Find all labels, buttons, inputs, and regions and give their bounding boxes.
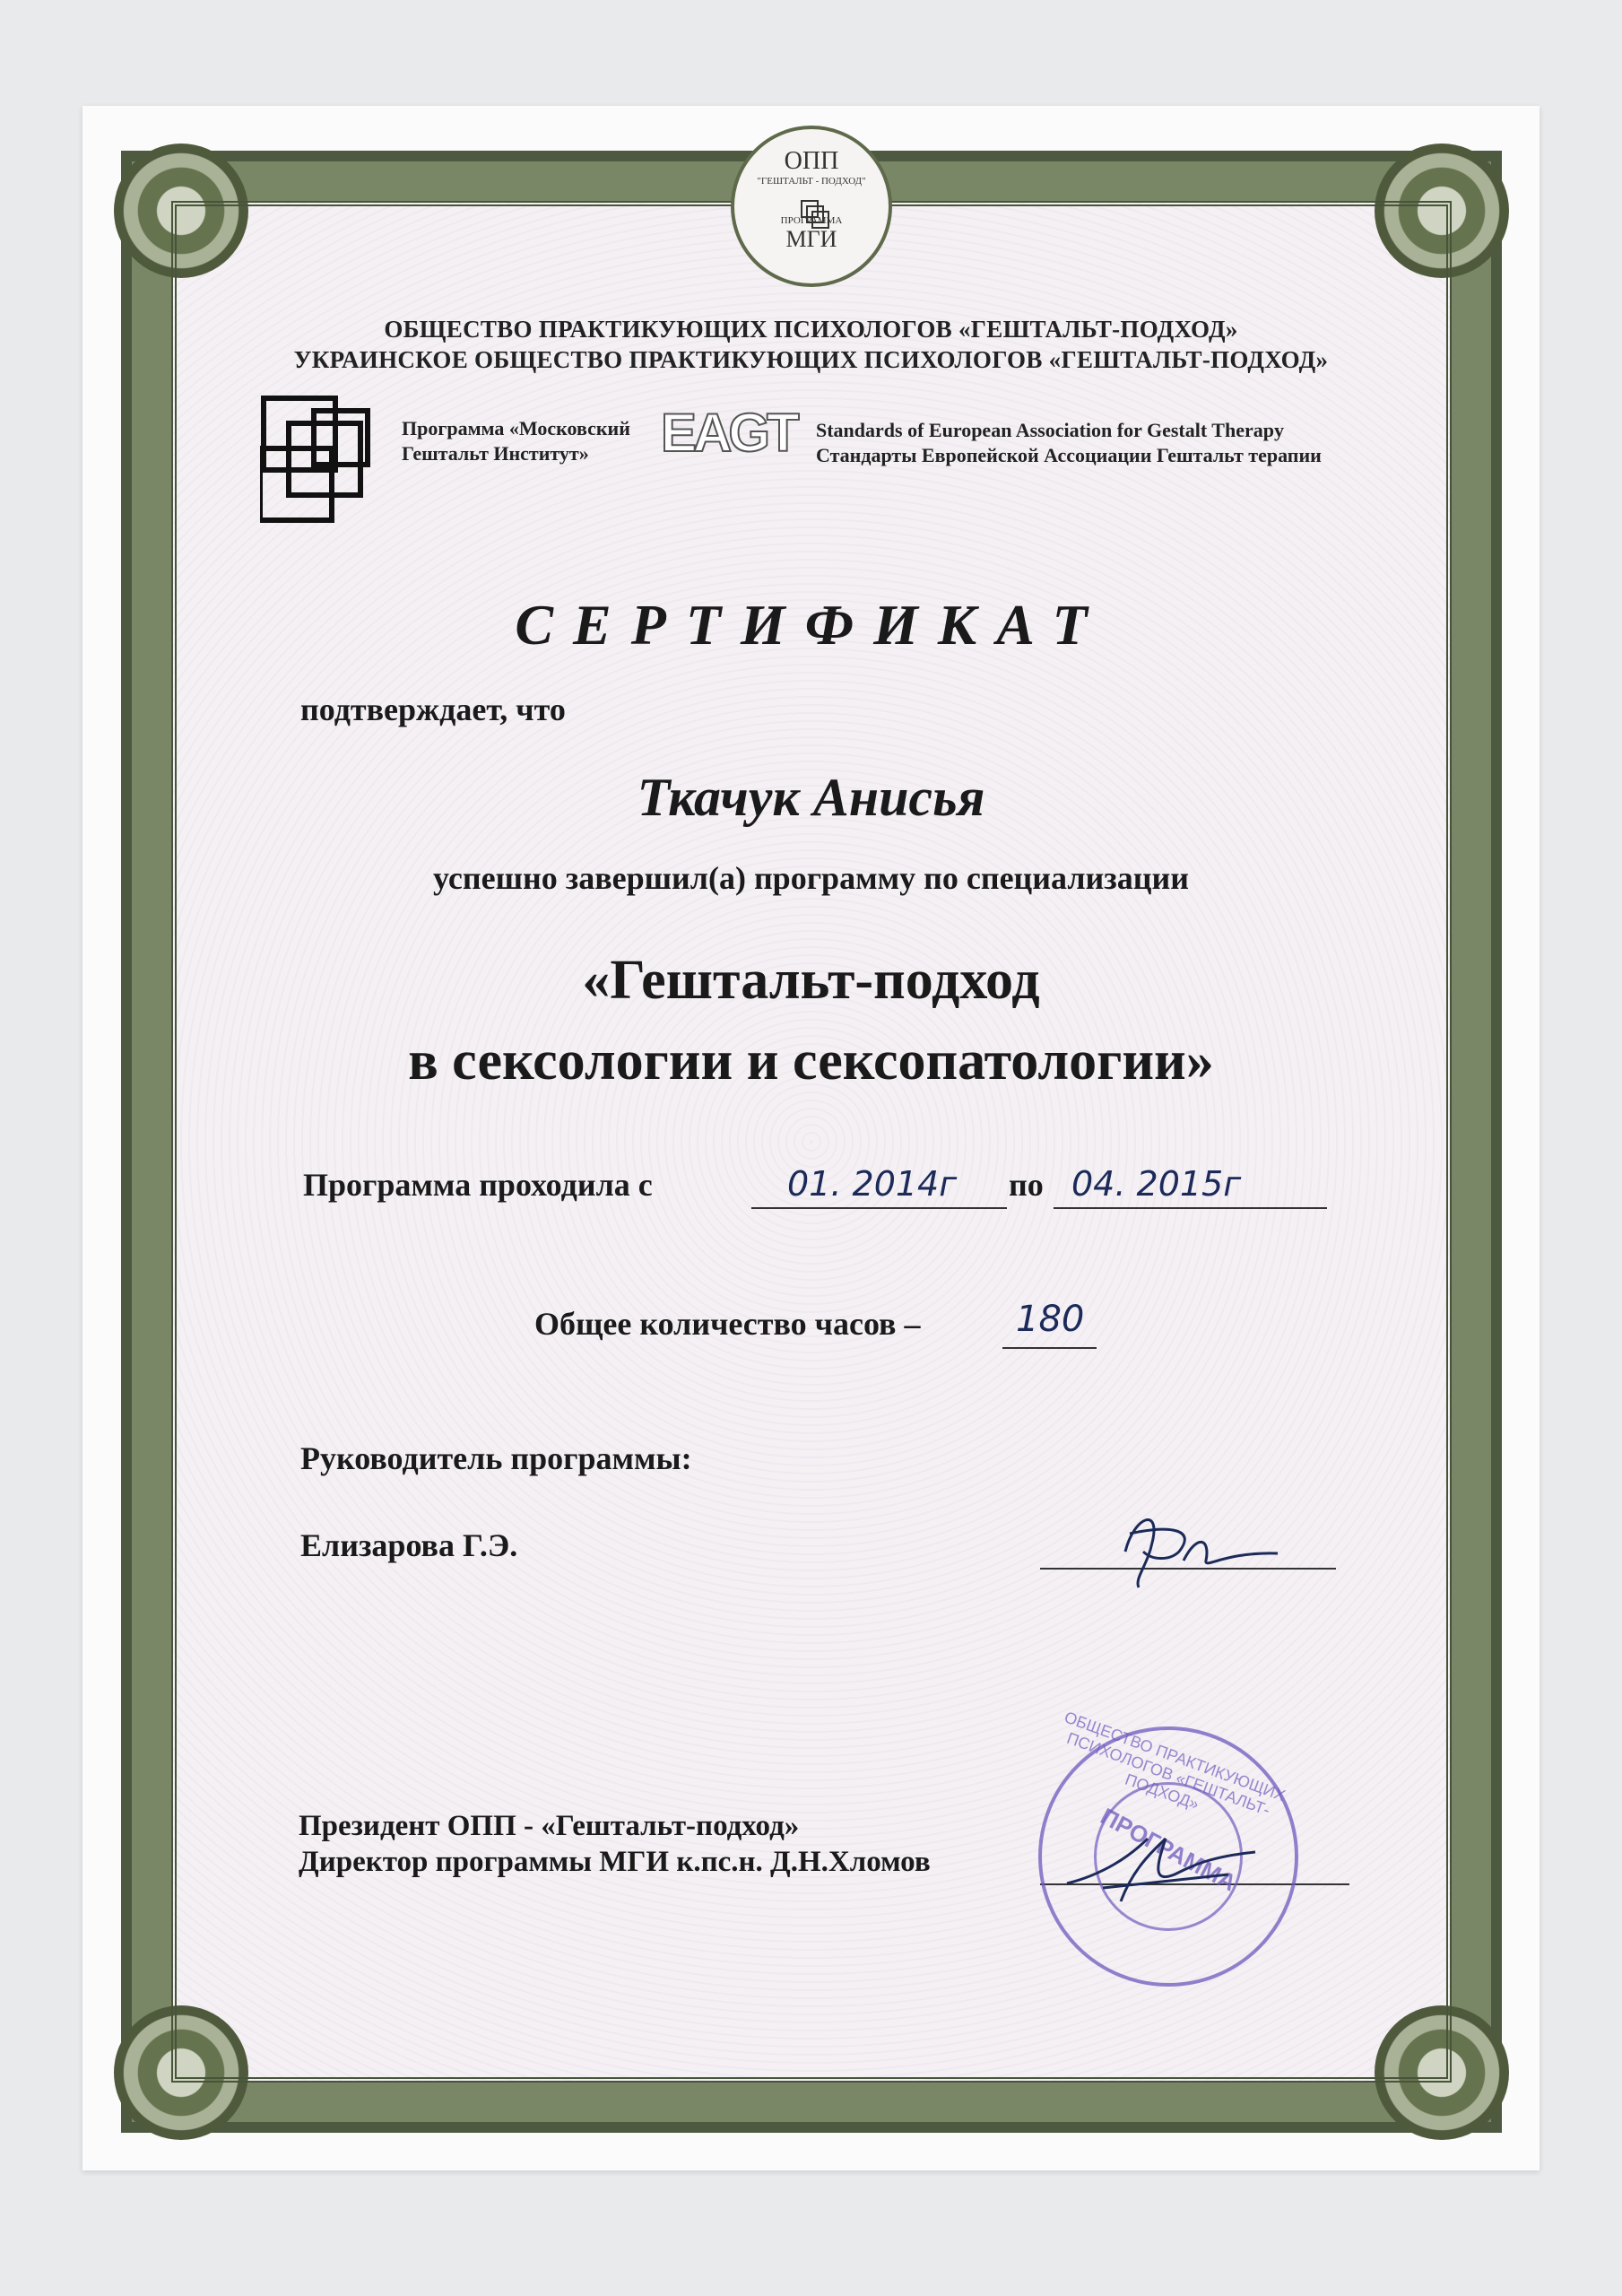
program-mgi-line-1: Программа «Московский — [402, 417, 630, 439]
president-signature-icon — [1049, 1812, 1273, 1919]
seal-text-program: ПРОГРАММА — [780, 215, 843, 226]
seal-text-mgi: МГИ — [785, 226, 837, 252]
supervisor-label: Руководитель программы: — [300, 1440, 692, 1476]
seal-text-opp: ОПП — [784, 147, 839, 175]
corner-ornament-icon — [1375, 144, 1509, 278]
eagt-standards-en: Standards of European Association for Gestalt Therapy — [816, 419, 1284, 441]
hours-value: 180 — [1016, 1299, 1085, 1340]
mgi-squares-logo-icon — [260, 395, 391, 526]
recipient-name: Ткачук Анисья — [637, 768, 985, 827]
corner-ornament-icon — [114, 2005, 248, 2140]
program-title-line-1: «Гештальт-подход — [582, 950, 1040, 1011]
org-title-2: УКРАИНСКОЕ ОБЩЕСТВО ПРАКТИКУЮЩИХ ПСИХОЛОГОВ «ГЕШТАЛЬТ-ПОДХОД» — [293, 346, 1329, 373]
supervisor-name: Елизарова Г.Э. — [300, 1527, 518, 1563]
certificate-title: СЕРТИФИКАТ — [515, 593, 1107, 657]
period-label: Программа проходила с — [303, 1167, 653, 1203]
hours-label: Общее количество часов – — [534, 1306, 921, 1342]
stamp-ring-text: ОБЩЕСТВО ПРАКТИКУЮЩИХ ПСИХОЛОГОВ «ГЕШТАЛЬТ-ПОДХОД» — [1062, 1708, 1288, 1820]
stamp-center-text: ПРОГРАММА — [1096, 1802, 1241, 1897]
period-to-value: 04. 2015г — [1071, 1164, 1242, 1204]
eagt-logo: EAGT — [661, 403, 796, 463]
corner-ornament-icon — [1375, 2005, 1509, 2140]
org-title-1: ОБЩЕСТВО ПРАКТИКУЮЩИХ ПСИХОЛОГОВ «ГЕШТАЛЬТ-ПОДХОД» — [384, 316, 1238, 343]
period-from-value: 01. 2014г — [787, 1164, 958, 1204]
program-title-line-2: в сексологии и сексопатологии» — [408, 1031, 1214, 1091]
confirms-text: подтверждает, что — [300, 691, 566, 727]
president-line-2: Директор программы МГИ к.пс.н. Д.Н.Хломов — [299, 1846, 931, 1878]
period-to-label: по — [1009, 1167, 1044, 1203]
eagt-standards-ru: Стандарты Европейской Ассоциации Гештальт терапии — [816, 444, 1322, 466]
supervisor-signature-icon — [1098, 1498, 1287, 1596]
completed-text: успешно завершил(а) программу по специализации — [433, 860, 1189, 896]
seal-text-gestalt: "ГЕШТАЛЬТ - ПОДХОД" — [757, 176, 866, 187]
top-seal — [731, 126, 892, 287]
president-line-1: Президент ОПП - «Гештальт-подход» — [299, 1810, 800, 1842]
corner-ornament-icon — [114, 144, 248, 278]
program-mgi-line-2: Гештальт Институт» — [402, 442, 589, 465]
squares-logo-icon — [800, 199, 830, 230]
